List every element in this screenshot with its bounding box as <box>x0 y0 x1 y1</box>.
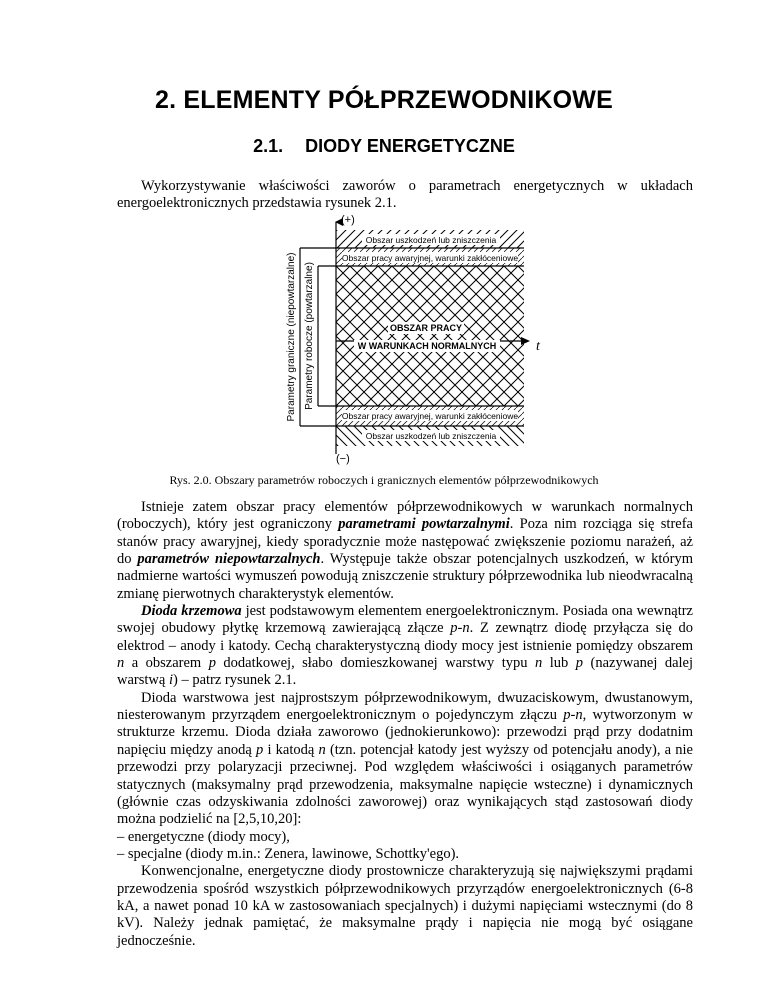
zone-work-label-2: W WARUNKACH NORMALNYCH <box>357 341 497 351</box>
label-repetitive: Parametry robocze (powtarzalne) <box>304 262 315 410</box>
body-text <box>117 499 693 950</box>
intro-paragraph: Wykorzystywanie właściwości zaworów o parametrach energetycznych w układach energoelektronicznych przedstawia rysunek 2.1. <box>117 178 693 211</box>
paragraph-2: Dioda krzemowa jest podstawowym elementem energoelektronicznym. Posiada ona wewnątrz swojej obudowy płytkę krzemową zawierającą złącze p-n. Z zewnątrz diodę przyłącza się do elektrod – anody i katody. Cechą charakterystyczną diody mocy jest istnienie pomiędzy obszarem n a obszarem p dodatkowej, słabo domieszkowanej warstwy typu n lub p (nazywanej dalej warstwą i) – patrz rysunek 2.1. <box>117 603 694 689</box>
paragraph-4: Konwencjonalne, energetyczne diody prostownicze charakteryzują się największymi prądami przewodzenia spośród wszystkich półprzewodnikowych przyrządów energoelektronicznych (6-8 kA, a nawet ponad 10 kA w zastosowaniach specjalnych) i dużymi napięciami wstecznymi (do 8 kV). Należy jednak pamiętać, że maksymalne prądy i napięcia nie mogą być osiągane jednocześnie. <box>117 863 693 949</box>
zone-work-hatch <box>336 266 524 406</box>
chapter-title: 2. ELEMENTY PÓŁPRZEWODNIKOWE <box>155 86 613 114</box>
paragraph-1: Istnieje zatem obszar pracy elementów półprzewodnikowych w warunkach normalnych (roboczych), który jest ograniczony parametrami powtarzalnymi. Poza nim rozciąga się strefa stanów pracy awaryjnej, kiedy sporadycznie może następować zwiększenie poziomu narażeń, aż do parametrów niepowtarzalnych. Występuje także obszar potencjalnych uszkodzeń, w którym nadmierne wartości wymuszeń powodują zniszczenie struktury półprzewodnika lub nieodwracalną zmianę pierwotnych charakterystyk elementów. <box>117 499 693 602</box>
plus-label: (+) <box>341 214 355 226</box>
zone-work-label-1: OBSZAR PRACY <box>389 323 463 333</box>
list-item: – energetyczne (diody mocy), <box>117 828 290 845</box>
paragraph-3: Dioda warstwowa jest najprostszym półprzewodnikowym, dwuzaciskowym, dwustanowym, niesterowanym przyrządem energoelektronicznym o pojedynczym złączu p-n, wytworzonym w strukturze krzemu. Dioda działa zaworowo (jednokierunkowo): przewodzi prąd przy dodatnim napięciu między anodą p i katodą n (tzn. potencjał katody jest wyższy od potencjału anody), a nie przewodzi przy polaryzacji przeciwnej. Pod względem właściwości i osiąganych parametrów statycznych (maksymalny prąd przewodzenia, maksymalne napięcie wsteczne) i dynamicznych (głównie czas odzyskiwania zdolności zaworowej) oraz wynikających stąd zastosowań diody można podzielić na [2,5,10,20]: <box>117 689 693 828</box>
section-title: DIODY ENERGETYCZNE <box>305 136 515 156</box>
figure-caption: Rys. 2.0. Obszary parametrów roboczych i granicznych elementów półprzewodnikowych <box>169 473 599 487</box>
minus-label: (−) <box>336 453 350 465</box>
zone-damage-bottom-label: Obszar uszkodzeń lub zniszczenia <box>365 431 497 441</box>
section-number: 2.1. <box>253 136 284 156</box>
t-axis-label: t <box>536 339 540 354</box>
zone-damage-top-label: Obszar uszkodzeń lub zniszczenia <box>365 235 497 245</box>
label-nonrepetitive: Parametry graniczne (niepowtarzalne) <box>286 252 297 422</box>
list-item: – specjalne (diody m.in.: Zenera, lawinowe, Schottky'ego). <box>117 845 460 862</box>
zone-fault-bottom-label: Obszar pracy awaryjnej, warunki zakłóceniowe <box>341 411 519 421</box>
zone-fault-top-label: Obszar pracy awaryjnej, warunki zakłóceniowe <box>341 253 519 263</box>
